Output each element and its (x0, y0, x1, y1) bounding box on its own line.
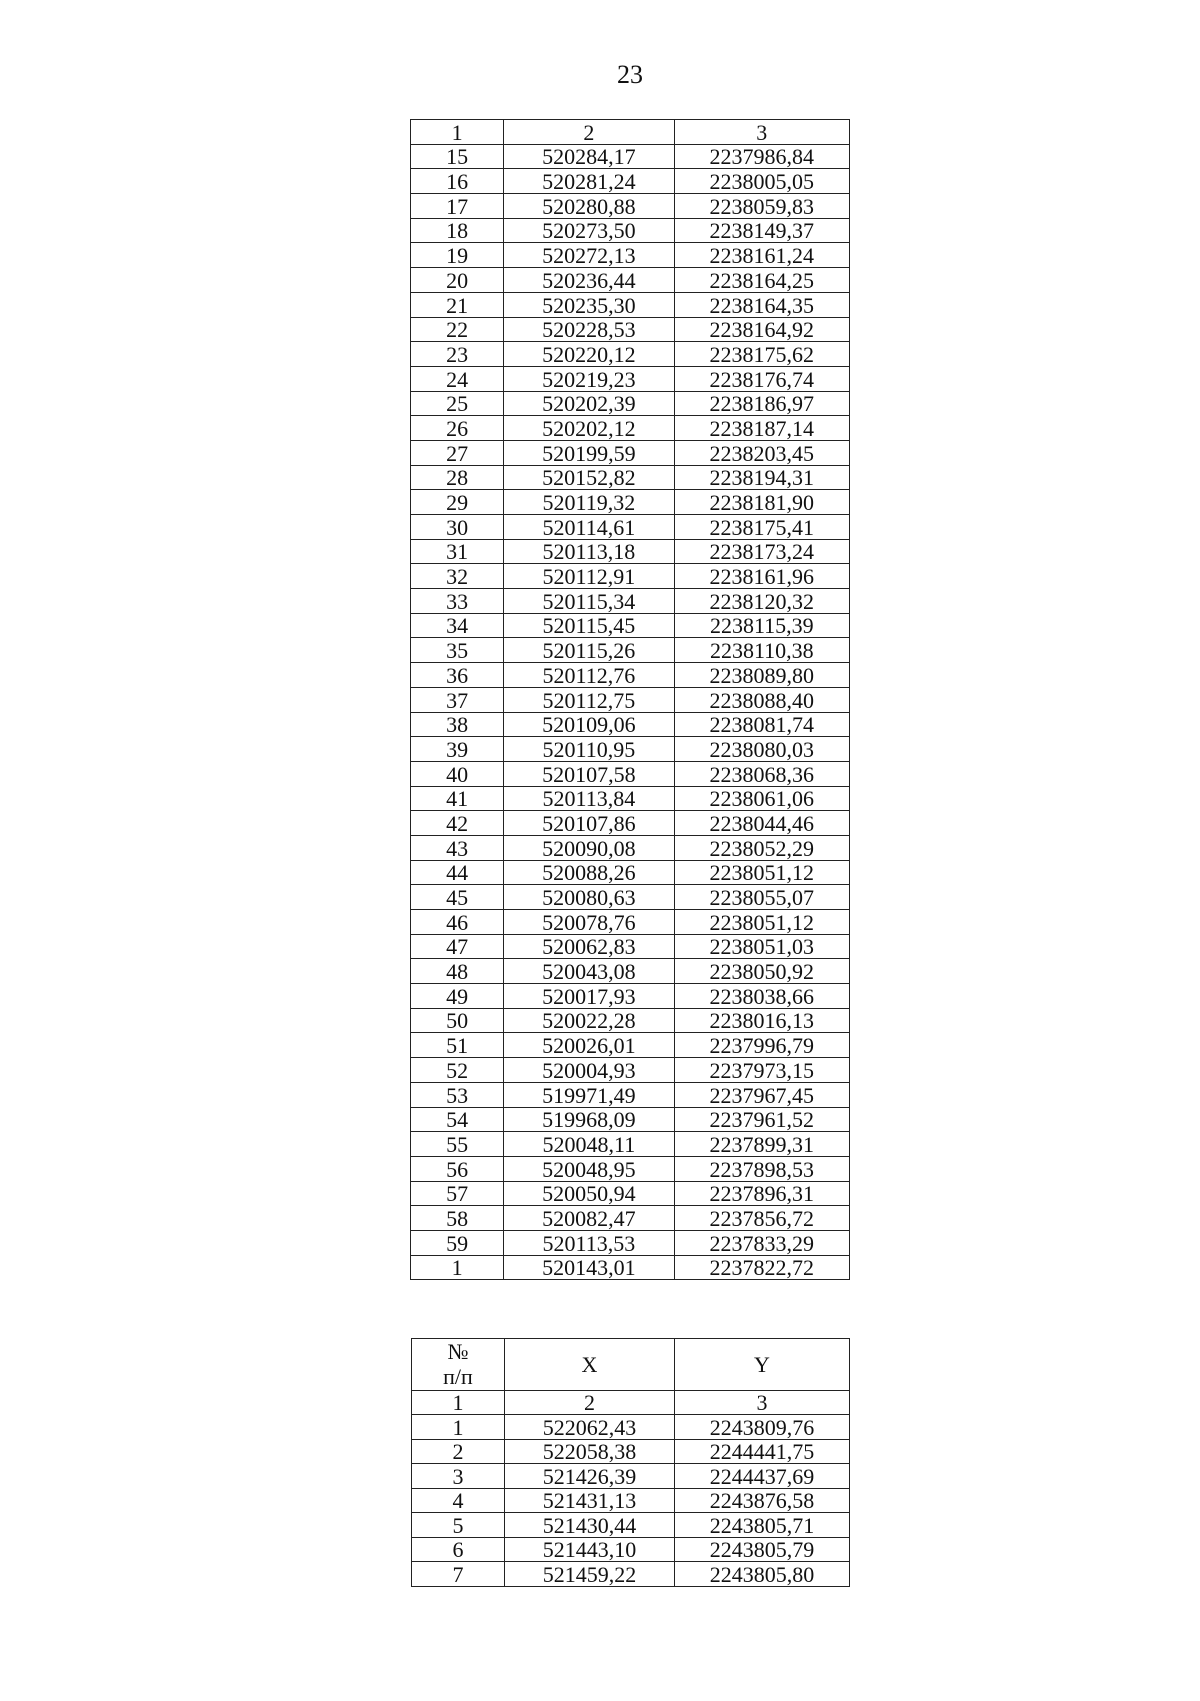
x-coordinate-cell: 520112,91 (504, 564, 674, 589)
x-coordinate-cell: 520152,82 (504, 465, 674, 490)
point-number-cell: 28 (411, 465, 504, 490)
table-row (411, 761, 850, 786)
point-number-header-line1: № (447, 1339, 469, 1364)
y-coordinate-cell: 2238203,45 (674, 440, 849, 465)
x-coordinate-cell: 521431,13 (505, 1488, 675, 1513)
x-coordinate-cell: 520235,30 (504, 292, 674, 317)
column-number-row (411, 120, 850, 145)
x-coordinate-cell: 520273,50 (504, 218, 674, 243)
x-coordinate-cell: 520050,94 (504, 1181, 674, 1206)
table-row (411, 144, 850, 169)
point-number-cell: 57 (411, 1181, 504, 1206)
table-row (411, 465, 850, 490)
table-row (411, 984, 850, 1009)
x-coordinate-cell: 520113,53 (504, 1230, 674, 1255)
y-coordinate-cell: 2238068,36 (674, 761, 849, 786)
table-row (411, 243, 850, 268)
table-row (411, 317, 850, 342)
y-coordinate-cell: 2237961,52 (674, 1107, 849, 1132)
y-coordinate-cell: 2238005,05 (674, 169, 849, 194)
table-row (411, 885, 850, 910)
column-number-cell: 2 (504, 120, 674, 145)
table-row (411, 712, 850, 737)
table-row (411, 1230, 850, 1255)
point-number-cell: 18 (411, 218, 504, 243)
x-coordinate-cell: 520004,93 (504, 1058, 674, 1083)
y-coordinate-cell: 2238186,97 (674, 391, 849, 416)
table-row (411, 218, 850, 243)
table-row (411, 1132, 850, 1157)
y-coordinate-cell: 2238120,32 (674, 589, 849, 614)
point-number-cell: 59 (411, 1230, 504, 1255)
point-number-cell: 25 (411, 391, 504, 416)
point-number-cell: 41 (411, 786, 504, 811)
point-number-cell: 17 (411, 194, 504, 219)
y-coordinate-cell: 2238164,25 (674, 268, 849, 293)
point-number-cell: 53 (411, 1082, 504, 1107)
point-number-cell: 1 (411, 1255, 504, 1280)
table-row (412, 1562, 850, 1587)
point-number-cell: 21 (411, 292, 504, 317)
x-coordinate-cell: 522062,43 (505, 1415, 675, 1440)
y-coordinate-cell: 2238187,14 (674, 416, 849, 441)
y-coordinate-cell: 2238061,06 (674, 786, 849, 811)
x-coordinate-cell: 520113,84 (504, 786, 674, 811)
y-coordinate-cell: 2243876,58 (675, 1488, 850, 1513)
y-coordinate-cell: 2238175,41 (674, 515, 849, 540)
x-coordinate-cell: 520107,58 (504, 761, 674, 786)
table-row (411, 515, 850, 540)
y-coordinate-cell: 2243809,76 (675, 1415, 850, 1440)
x-coordinate-cell: 519968,09 (504, 1107, 674, 1132)
x-coordinate-cell: 520017,93 (504, 984, 674, 1009)
point-number-cell: 3 (412, 1464, 505, 1489)
y-coordinate-cell: 2238038,66 (674, 984, 849, 1009)
y-coordinate-cell: 2238052,29 (674, 835, 849, 860)
column-number-cell: 2 (505, 1390, 675, 1415)
point-number-cell: 6 (412, 1537, 505, 1562)
x-coordinate-cell: 520119,32 (504, 490, 674, 515)
x-coordinate-cell: 520112,76 (504, 663, 674, 688)
point-number-cell: 7 (412, 1562, 505, 1587)
x-coordinate-cell: 520082,47 (504, 1206, 674, 1231)
y-coordinate-cell: 2238088,40 (674, 687, 849, 712)
y-coordinate-cell: 2237822,72 (674, 1255, 849, 1280)
y-coordinate-cell: 2238016,13 (674, 1008, 849, 1033)
x-coordinate-cell: 522058,38 (505, 1439, 675, 1464)
table-row (411, 1156, 850, 1181)
y-coordinate-cell: 2238161,24 (674, 243, 849, 268)
y-coordinate-cell: 2237986,84 (674, 144, 849, 169)
point-number-cell: 30 (411, 515, 504, 540)
x-coordinate-cell: 520088,26 (504, 860, 674, 885)
y-coordinate-cell: 2237996,79 (674, 1033, 849, 1058)
point-number-cell: 38 (411, 712, 504, 737)
point-number-cell: 46 (411, 910, 504, 935)
y-coordinate-cell: 2238059,83 (674, 194, 849, 219)
x-coordinate-cell: 520202,12 (504, 416, 674, 441)
point-number-header-line2: п/п (443, 1364, 473, 1390)
x-coordinate-cell: 520048,95 (504, 1156, 674, 1181)
y-coordinate-cell: 2238044,46 (674, 811, 849, 836)
x-coordinate-cell: 520078,76 (504, 910, 674, 935)
x-coordinate-cell: 520219,23 (504, 366, 674, 391)
table-row (411, 440, 850, 465)
point-number-cell: 55 (411, 1132, 504, 1157)
point-number-cell: 50 (411, 1008, 504, 1033)
y-header: Y (675, 1339, 850, 1391)
x-coordinate-cell: 520090,08 (504, 835, 674, 860)
point-number-cell: 31 (411, 539, 504, 564)
table-row (411, 194, 850, 219)
x-coordinate-cell: 520043,08 (504, 959, 674, 984)
table-row (412, 1537, 850, 1562)
y-coordinate-cell: 2238051,12 (674, 910, 849, 935)
y-coordinate-cell: 2238051,03 (674, 934, 849, 959)
table-row (411, 1206, 850, 1231)
y-coordinate-cell: 2237898,53 (674, 1156, 849, 1181)
y-coordinate-cell: 2238175,62 (674, 342, 849, 367)
y-coordinate-cell: 2238181,90 (674, 490, 849, 515)
point-number-cell: 36 (411, 663, 504, 688)
y-coordinate-cell: 2237899,31 (674, 1132, 849, 1157)
x-header: X (505, 1339, 675, 1391)
point-number-cell: 43 (411, 835, 504, 860)
x-coordinate-cell: 520115,34 (504, 589, 674, 614)
table-row (412, 1439, 850, 1464)
point-number-cell: 35 (411, 638, 504, 663)
x-coordinate-cell: 520112,75 (504, 687, 674, 712)
point-number-cell: 37 (411, 687, 504, 712)
table-row (411, 737, 850, 762)
x-coordinate-cell: 520281,24 (504, 169, 674, 194)
table-row (411, 490, 850, 515)
y-coordinate-cell: 2244441,75 (675, 1439, 850, 1464)
table-row (412, 1513, 850, 1538)
point-number-header (412, 1339, 505, 1391)
table-row (411, 811, 850, 836)
coordinates-table-body (411, 120, 850, 1280)
y-coordinate-cell: 2237856,72 (674, 1206, 849, 1231)
table-row (411, 638, 850, 663)
x-coordinate-cell: 520110,95 (504, 737, 674, 762)
y-coordinate-cell: 2238081,74 (674, 712, 849, 737)
x-coordinate-cell: 520107,86 (504, 811, 674, 836)
table-row (411, 959, 850, 984)
x-coordinate-cell: 520022,28 (504, 1008, 674, 1033)
x-coordinate-cell: 520115,45 (504, 613, 674, 638)
coordinates-table-body (412, 1339, 850, 1587)
table-row (411, 416, 850, 441)
point-number-cell: 51 (411, 1033, 504, 1058)
table-row (411, 910, 850, 935)
y-coordinate-cell: 2238110,38 (674, 638, 849, 663)
x-coordinate-cell: 519971,49 (504, 1082, 674, 1107)
table-row (411, 934, 850, 959)
table-row (411, 292, 850, 317)
point-number-cell: 1 (412, 1415, 505, 1440)
y-coordinate-cell: 2238194,31 (674, 465, 849, 490)
y-coordinate-cell: 2238173,24 (674, 539, 849, 564)
point-number-cell: 56 (411, 1156, 504, 1181)
x-coordinate-cell: 520220,12 (504, 342, 674, 367)
column-number-cell: 3 (675, 1390, 850, 1415)
y-coordinate-cell: 2237833,29 (674, 1230, 849, 1255)
table-row (411, 1107, 850, 1132)
table-row (411, 687, 850, 712)
table-row (411, 391, 850, 416)
table-row (411, 539, 850, 564)
y-coordinate-cell: 2238050,92 (674, 959, 849, 984)
y-coordinate-cell: 2238080,03 (674, 737, 849, 762)
point-number-cell: 4 (412, 1488, 505, 1513)
table-row (411, 613, 850, 638)
point-number-cell: 5 (412, 1513, 505, 1538)
x-coordinate-cell: 520280,88 (504, 194, 674, 219)
point-number-cell: 52 (411, 1058, 504, 1083)
x-coordinate-cell: 520048,11 (504, 1132, 674, 1157)
table-row (411, 589, 850, 614)
point-number-cell: 32 (411, 564, 504, 589)
column-number-cell: 1 (411, 120, 504, 145)
point-number-cell: 26 (411, 416, 504, 441)
y-coordinate-cell: 2238149,37 (674, 218, 849, 243)
y-coordinate-cell: 2238164,35 (674, 292, 849, 317)
coordinates-table-second (411, 1338, 850, 1587)
table-row (412, 1464, 850, 1489)
point-number-cell: 29 (411, 490, 504, 515)
point-number-cell: 15 (411, 144, 504, 169)
table-row (411, 860, 850, 885)
table-row (411, 366, 850, 391)
point-number-cell: 24 (411, 366, 504, 391)
y-coordinate-cell: 2243805,80 (675, 1562, 850, 1587)
x-coordinate-cell: 520284,17 (504, 144, 674, 169)
y-coordinate-cell: 2237967,45 (674, 1082, 849, 1107)
point-number-cell: 47 (411, 934, 504, 959)
point-number-cell: 20 (411, 268, 504, 293)
table-row (411, 342, 850, 367)
header-row (412, 1339, 850, 1391)
table-row (411, 1008, 850, 1033)
x-coordinate-cell: 520026,01 (504, 1033, 674, 1058)
table-row (411, 835, 850, 860)
y-coordinate-cell: 2237896,31 (674, 1181, 849, 1206)
column-number-cell: 3 (674, 120, 849, 145)
x-coordinate-cell: 520113,18 (504, 539, 674, 564)
point-number-cell: 49 (411, 984, 504, 1009)
point-number-cell: 42 (411, 811, 504, 836)
x-coordinate-cell: 520272,13 (504, 243, 674, 268)
point-number-cell: 45 (411, 885, 504, 910)
y-coordinate-cell: 2238115,39 (674, 613, 849, 638)
y-coordinate-cell: 2238161,96 (674, 564, 849, 589)
x-coordinate-cell: 520202,39 (504, 391, 674, 416)
y-coordinate-cell: 2237973,15 (674, 1058, 849, 1083)
y-coordinate-cell: 2238051,12 (674, 860, 849, 885)
table-row (411, 268, 850, 293)
coordinates-table-continued (410, 119, 850, 1280)
table-row (411, 1033, 850, 1058)
table-row (411, 1058, 850, 1083)
x-coordinate-cell: 520114,61 (504, 515, 674, 540)
point-number-cell: 44 (411, 860, 504, 885)
y-coordinate-cell: 2244437,69 (675, 1464, 850, 1489)
y-coordinate-cell: 2238055,07 (674, 885, 849, 910)
point-number-cell: 40 (411, 761, 504, 786)
y-coordinate-cell: 2243805,71 (675, 1513, 850, 1538)
page-number: 23 (617, 60, 643, 89)
point-number-cell: 54 (411, 1107, 504, 1132)
point-number-cell: 48 (411, 959, 504, 984)
column-number-cell: 1 (412, 1390, 505, 1415)
x-coordinate-cell: 520236,44 (504, 268, 674, 293)
point-number-cell: 2 (412, 1439, 505, 1464)
table-row (411, 1181, 850, 1206)
point-number-cell: 22 (411, 317, 504, 342)
point-number-cell: 19 (411, 243, 504, 268)
x-coordinate-cell: 521430,44 (505, 1513, 675, 1538)
y-coordinate-cell: 2238089,80 (674, 663, 849, 688)
table-row (411, 564, 850, 589)
table-row (411, 1082, 850, 1107)
point-number-cell: 34 (411, 613, 504, 638)
x-coordinate-cell: 520115,26 (504, 638, 674, 663)
x-coordinate-cell: 521426,39 (505, 1464, 675, 1489)
x-coordinate-cell: 520109,06 (504, 712, 674, 737)
table-row (411, 663, 850, 688)
column-number-row (412, 1390, 850, 1415)
x-coordinate-cell: 520143,01 (504, 1255, 674, 1280)
x-coordinate-cell: 521459,22 (505, 1562, 675, 1587)
point-number-cell: 27 (411, 440, 504, 465)
x-coordinate-cell: 520199,59 (504, 440, 674, 465)
table-row (412, 1415, 850, 1440)
y-coordinate-cell: 2243805,79 (675, 1537, 850, 1562)
x-coordinate-cell: 521443,10 (505, 1537, 675, 1562)
table-row (411, 169, 850, 194)
point-number-cell: 23 (411, 342, 504, 367)
point-number-cell: 58 (411, 1206, 504, 1231)
table-row (411, 1255, 850, 1280)
point-number-cell: 39 (411, 737, 504, 762)
y-coordinate-cell: 2238176,74 (674, 366, 849, 391)
y-coordinate-cell: 2238164,92 (674, 317, 849, 342)
point-number-cell: 33 (411, 589, 504, 614)
x-coordinate-cell: 520062,83 (504, 934, 674, 959)
table-row (411, 786, 850, 811)
table-row (412, 1488, 850, 1513)
point-number-cell: 16 (411, 169, 504, 194)
x-coordinate-cell: 520228,53 (504, 317, 674, 342)
x-coordinate-cell: 520080,63 (504, 885, 674, 910)
